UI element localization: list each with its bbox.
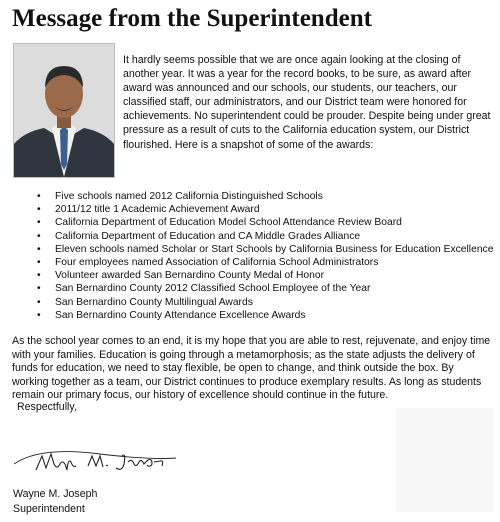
list-item: • California Department of Education and CA Middle Grades Alliance <box>37 230 493 243</box>
list-item: • Five schools named 2012 California Distinguished Schools <box>37 190 493 203</box>
superintendent-photo <box>13 43 115 178</box>
portrait-image <box>14 44 114 177</box>
closing-paragraph: As the school year comes to an end, it is my hope that you are able to rest, rejuvenate, and enjoy time with your families. Education is going through a metamorphosis; as the state adjusts the delivery of funds for education, we need to stay flexible, be open to change, and think outside the box. By working together as a team, our District continues to produce exemplary results. As long as students remain our primary focus, our history of excellence should continue in the future. <box>12 335 491 401</box>
signature-icon <box>10 440 180 480</box>
list-item: • San Bernardino County Multilingual Awards <box>37 296 493 309</box>
page-title: Message from the Superintendent <box>12 5 372 32</box>
awards-list <box>37 190 493 322</box>
list-item: • Eleven schools named Scholar or Start Schools by California Business for Education Excellence <box>37 243 493 256</box>
sign-off: Respectfully, <box>17 401 77 413</box>
list-item: • 2011/12 title 1 Academic Achievement Award <box>37 203 493 216</box>
list-item: • California Department of Education Model School Attendance Review Board <box>37 216 493 229</box>
list-item: • San Bernardino County Attendance Excellence Awards <box>37 309 493 322</box>
list-item: • Volunteer awarded San Bernardino County Medal of Honor <box>37 269 493 282</box>
signatory-title: Superintendent <box>13 503 85 515</box>
list-item: • Four employees named Association of California School Administrators <box>37 256 493 269</box>
background-panel <box>396 408 493 512</box>
intro-paragraph: It hardly seems possible that we are once again looking at the closing of another year. It was a year for the record books, to be sure, as award after award was announced and our schools, our students, our teachers, our classified staff, our administrators, and our District team were honored for achievements. No superintendent could be prouder. Despite being under great pressure as a result of cuts to the California education system, our District flourished. Here is a snapshot of some of the awards: <box>123 54 491 151</box>
signatory-name: Wayne M. Joseph <box>13 488 98 500</box>
list-item: • San Bernardino County 2012 Classified School Employee of the Year <box>37 282 493 295</box>
